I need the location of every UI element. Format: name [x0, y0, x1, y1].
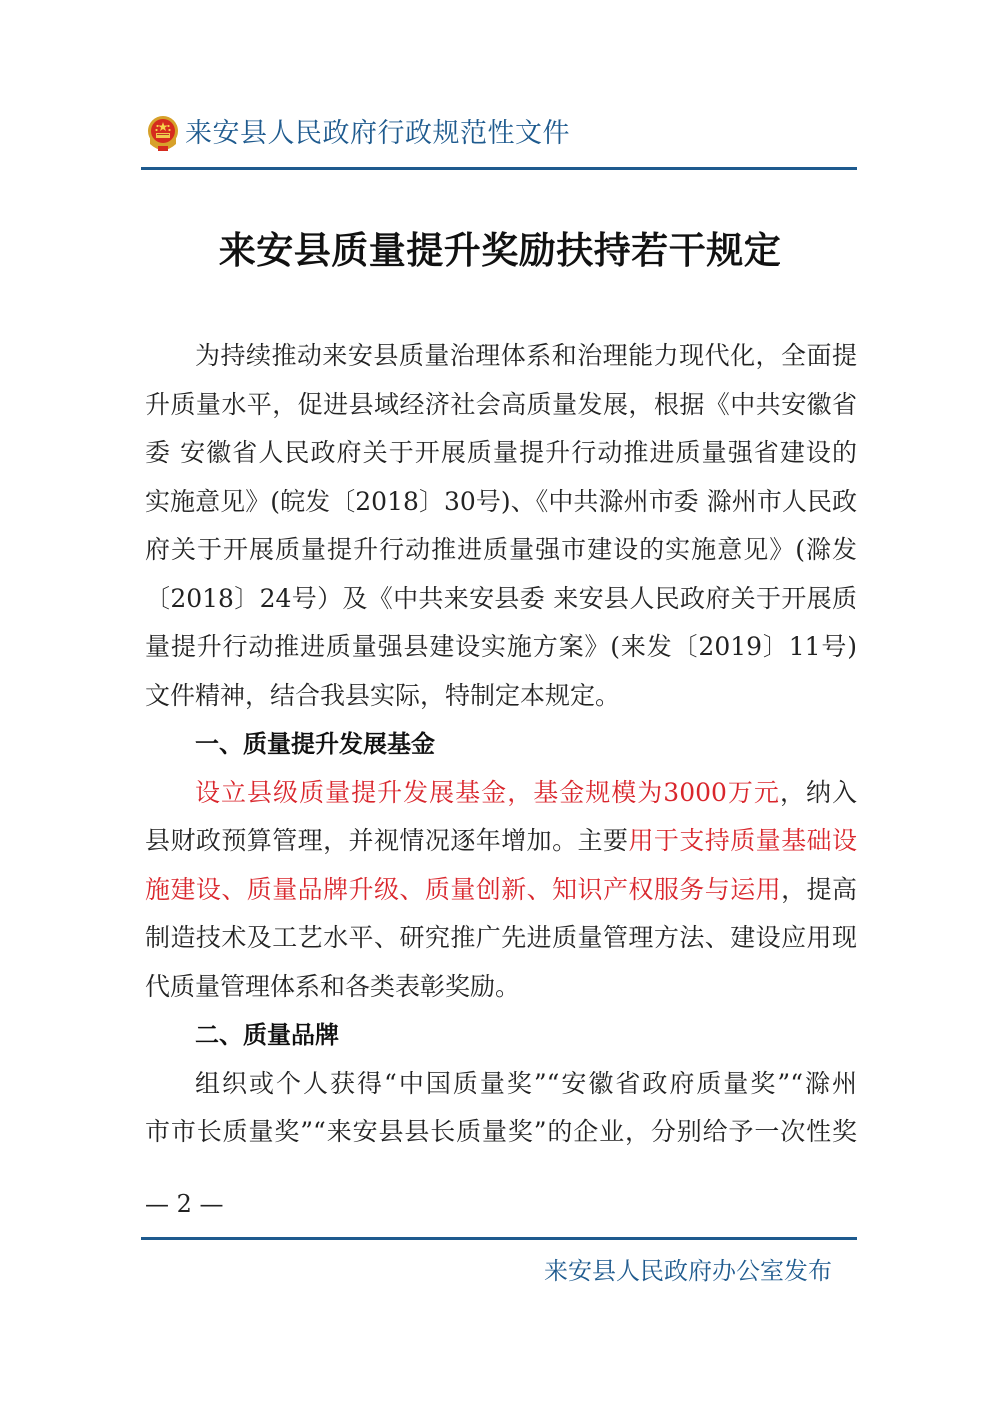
- plain-text: 县财政预算管理，并视情况逐年增加。主要: [145, 826, 629, 855]
- text-line: 府关于开展质量提升行动推进质量强市建设的实施意见》(滁发: [145, 535, 857, 564]
- text-line: 委 安徽省人民政府关于开展质量提升行动推进质量强省建设的: [145, 438, 857, 467]
- text-line: 制造技术及工艺水平、研究推广先进质量管理方法、建设应用现: [145, 923, 857, 952]
- text-line: 升质量水平，促进县域经济社会高质量发展，根据《中共安徽省: [145, 389, 857, 419]
- text-line: 组织或个人获得“中国质量奖”“安徽省政府质量奖”“滁州: [195, 1068, 857, 1098]
- section-fund-paragraph: [145, 769, 857, 1012]
- plain-text: ，纳入: [779, 777, 857, 807]
- text-line: [145, 866, 857, 915]
- highlighted-text: 施建设、质量品牌升级、质量创新、知识产权服务与运用: [145, 874, 782, 904]
- intro-paragraph: [145, 332, 857, 720]
- text-line: 实施意见》(皖发〔2018〕30号)、《中共滁州市委 滁州市人民政: [145, 486, 857, 516]
- section-brand-paragraph: [145, 1060, 857, 1157]
- text-line: [145, 817, 857, 866]
- document-header: [141, 108, 857, 172]
- page-number: — 2 —: [145, 1190, 224, 1218]
- text-line: 文件精神，结合我县实际，特制定本规定。: [145, 680, 621, 710]
- text-line: 〔2018〕24号）及《中共来安县委 来安县人民政府关于开展质: [145, 583, 857, 613]
- text-line: 市市长质量奖”“来安县县长质量奖”的企业，分别给予一次性奖: [145, 1117, 857, 1146]
- text-line: [145, 769, 857, 818]
- text-line: 量提升行动推进质量强县建设实施方案》(来发〔2019〕11号): [145, 632, 857, 661]
- header-divider: [141, 167, 857, 170]
- section-heading-brand: 二、质量品牌: [195, 1021, 339, 1049]
- section-heading-fund: 一、质量提升发展基金: [195, 730, 435, 758]
- text-line: 代质量管理体系和各类表彰奖励。: [145, 971, 521, 1001]
- highlighted-text: 用于支持质量基础设: [628, 826, 857, 855]
- document-body: [145, 332, 857, 1157]
- national-emblem-icon: [145, 114, 181, 154]
- footer-divider: [141, 1237, 857, 1240]
- publisher-label: 来安县人民政府办公室发布: [544, 1257, 832, 1285]
- document-title: 来安县质量提升奖励扶持若干规定: [218, 228, 782, 272]
- plain-text: ，提高: [781, 874, 857, 904]
- text-line: 为持续推动来安县质量治理体系和治理能力现代化，全面提: [195, 341, 857, 370]
- highlighted-text: 设立县级质量提升发展基金，基金规模为3000万元: [195, 777, 780, 807]
- header-title: 来安县人民政府行政规范性文件: [185, 118, 570, 149]
